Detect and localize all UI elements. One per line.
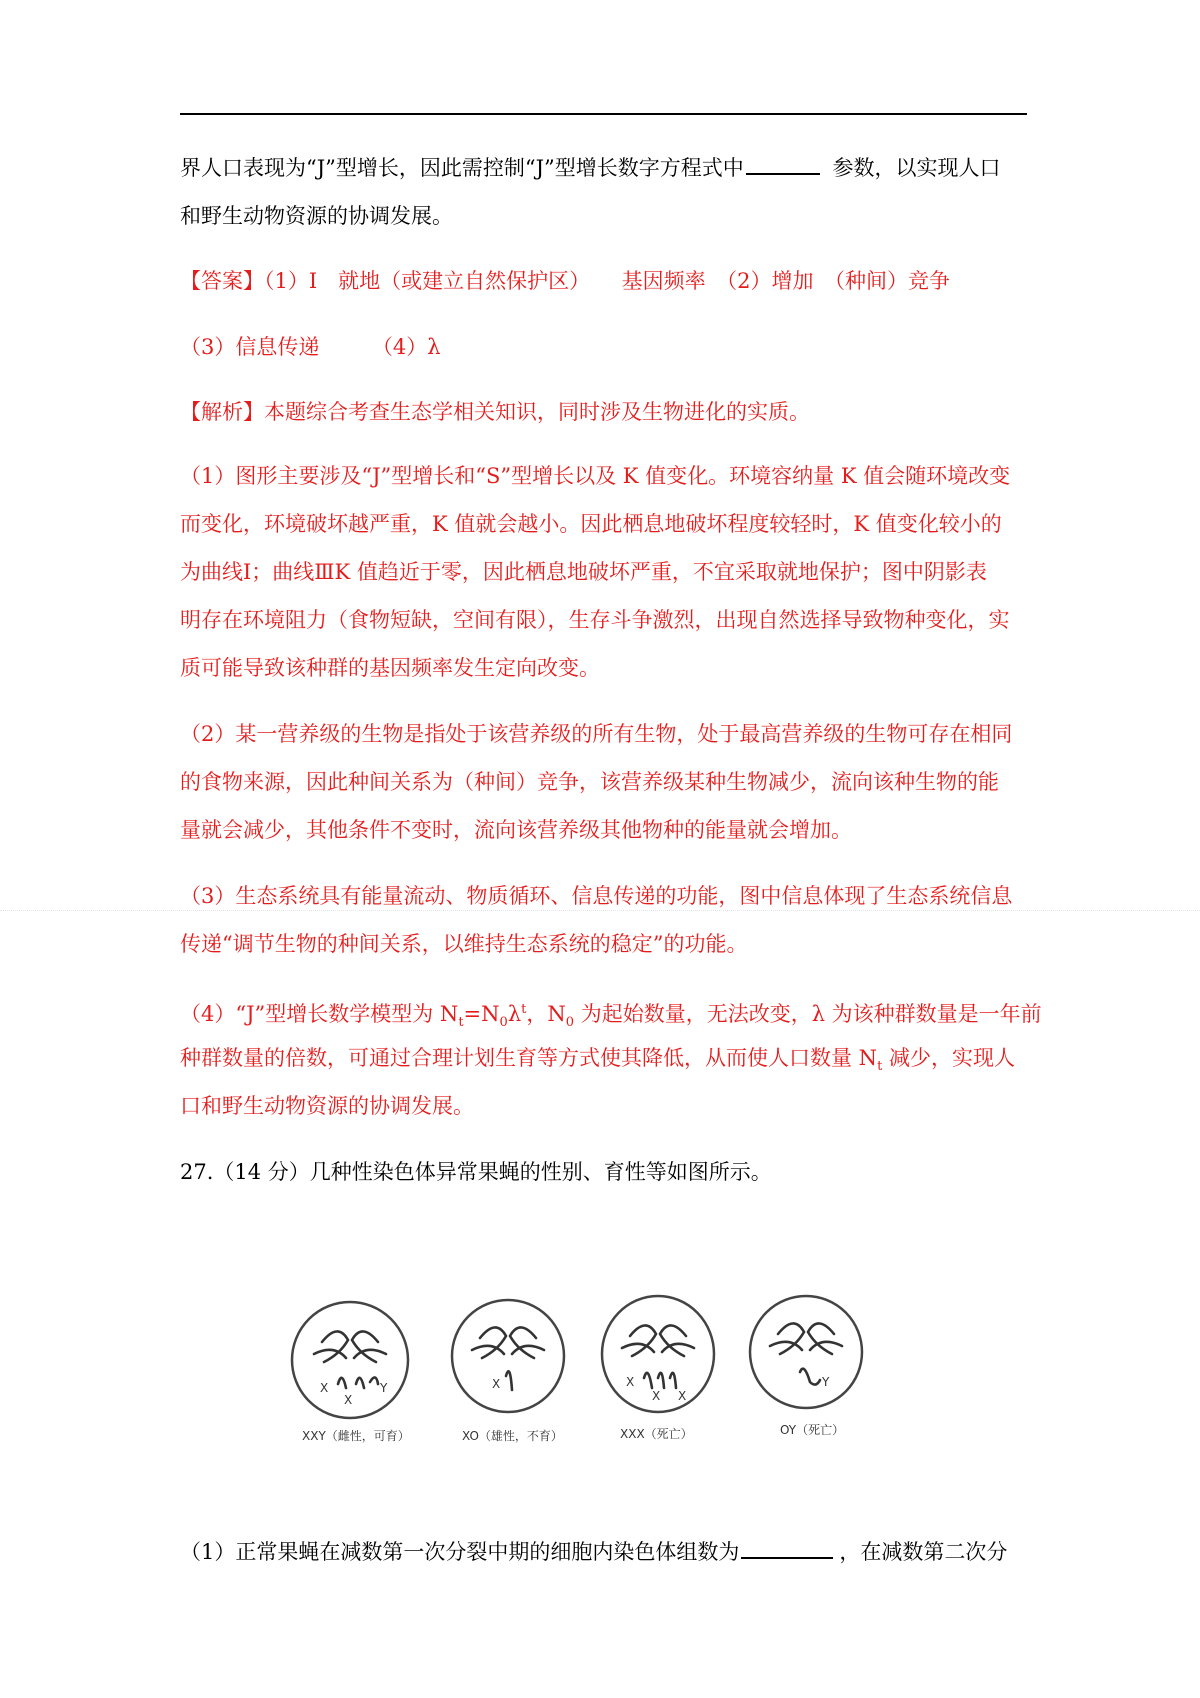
figure-caption: XO（雄性，不育） [462,1429,563,1443]
chromosome-label: X [652,1389,661,1403]
question-27-part-1: （1）正常果蝇在减数第一次分裂中期的细胞内染色体组数为 ，在减数第二次分 [180,1540,1008,1564]
fruit-fly-chromosome-figure [280,1292,930,1472]
analysis-line: 明存在环境阻力（食物短缺，空间有限），生存斗争激烈，出现自然选择导致物种变化，实 [180,608,1010,632]
cell-xxy [292,1302,410,1443]
figure-caption: XXX（死亡） [620,1427,693,1441]
header-rule [180,113,1027,115]
cell-xxx [602,1296,714,1441]
answer-blank [741,1539,833,1559]
text-line: 界人口表现为“J”型增长，因此需控制“J”型增长数字方程式中 参数，以实现人口 [180,156,1001,180]
analysis-line: 量就会减少，其他条件不变时，流向该营养级其他物种的能量就会增加。 [180,818,852,842]
chromosome-label: Y [380,1381,388,1395]
answer-line: （3）信息传递 （4）λ [180,335,441,359]
analysis-heading: 【解析】本题综合考查生态学相关知识，同时涉及生物进化的实质。 [180,400,810,424]
answer-blank [746,155,820,175]
chromosome-label: X [492,1377,501,1391]
figure-caption: XXY（雌性，可育） [302,1429,410,1443]
analysis-line: 口和野生动物资源的协调发展。 [180,1094,474,1118]
analysis-line: 传递“调节生物的种间关系，以维持生态系统的稳定”的功能。 [180,932,748,956]
cell-xo [452,1300,564,1443]
analysis-line: 为曲线Ⅰ；曲线ⅢK 值趋近于零，因此栖息地破坏严重，不宜采取就地保护；图中阴影表 [180,560,987,584]
analysis-line: 种群数量的倍数，可通过合理计划生育等方式使其降低，从而使人口数量 $N_t$ 减少，实现人 [180,1046,1015,1075]
chromosome-label: X [320,1381,329,1395]
chromosome-label: X [626,1375,635,1389]
chromosome-label: X [344,1393,353,1407]
analysis-line: 质可能导致该种群的基因频率发生定向改变。 [180,656,600,680]
text-line: 和野生动物资源的协调发展。 [180,204,453,228]
analysis-line: （4）“J”型增长数学模型为 $N_t=N_0\lambda^t$，$N_0$ 为起始数量，无法改变，λ 为该种群数量是一年前 [180,1002,1042,1031]
chromosome-label: X [678,1389,687,1403]
analysis-line: （2）某一营养级的生物是指处于该营养级的所有生物，处于最高营养级的生物可存在相同 [180,722,1013,746]
answer-line: 【答案】（1）Ⅰ 就地（或建立自然保护区） 基因频率 （2）增加 （种间）竞争 [180,269,951,293]
analysis-line: （3）生态系统具有能量流动、物质循环、信息传递的功能，图中信息体现了生态系统信息 [180,884,1013,908]
cell-oy [750,1296,862,1437]
analysis-line: 而变化，环境破坏越严重，K 值就会越小。因此栖息地破坏程度较轻时，K 值变化较小的 [180,512,1002,536]
question-27: 27.（14 分）几种性染色体异常果蝇的性别、育性等如图所示。 [180,1160,772,1184]
analysis-line: （1）图形主要涉及“J”型增长和“S”型增长以及 K 值变化。环境容纳量 K 值会随环境改变 [180,464,1011,488]
chromosome-label: Y [822,1375,830,1389]
analysis-line: 的食物来源，因此种间关系为（种间）竞争，该营养级某种生物减少，流向该种生物的能 [180,770,999,794]
figure-caption: OY（死亡） [780,1423,845,1437]
